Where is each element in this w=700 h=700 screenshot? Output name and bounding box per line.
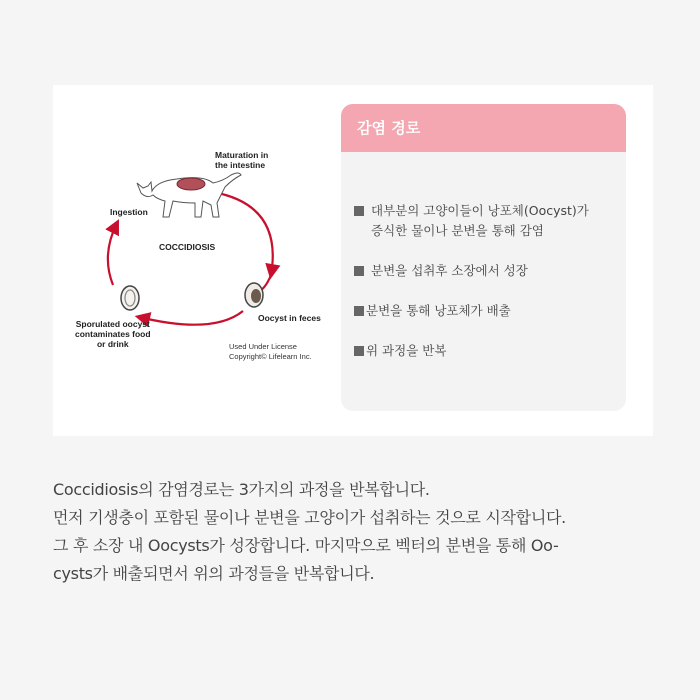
arrow-feces-to-sporulated	[139, 311, 243, 325]
label-sporulated: Sporulated oocyst contaminates food or drink	[75, 319, 151, 349]
label-oocyst-feces: Oocyst in feces	[258, 313, 321, 323]
infection-route-list	[354, 201, 618, 381]
square-bullet-icon	[354, 206, 364, 216]
label-ingestion: Ingestion	[110, 207, 148, 217]
oocyst-feces-illustration	[245, 283, 263, 307]
content-card	[53, 85, 653, 436]
list-item	[354, 261, 618, 281]
description-line: Coccidiosis의 감염경로는 3가지의 과정을 반복합니다.	[53, 480, 430, 499]
label-coccidiosis: COCCIDIOSIS	[159, 242, 216, 252]
list-item	[354, 301, 618, 321]
cycle-arrows	[53, 85, 343, 436]
square-bullet-icon	[354, 346, 364, 356]
list-item-text: 분변을 통해 낭포체가 배출	[366, 303, 511, 318]
list-item-text: 분변을 섭취후 소장에서 성장	[371, 263, 528, 278]
list-item-text: 대부분의 고양이들이 낭포체(Oocyst)가	[371, 203, 589, 218]
label-credit: Used Under License Copyright© Lifelearn Inc.	[229, 342, 312, 361]
description-paragraph	[53, 476, 663, 588]
list-item-text: 증식한 물이나 분변을 통해 감염	[371, 223, 544, 238]
list-item-text: 위 과정을 반복	[366, 343, 447, 358]
label-maturation: Maturation in the intestine	[215, 150, 269, 170]
description-line: 먼저 기생충이 포함된 물이나 분변을 고양이가 섭취하는 것으로 시작합니다.	[53, 508, 566, 527]
panel-title: 감염 경로	[341, 104, 626, 152]
list-item	[354, 201, 618, 241]
square-bullet-icon	[354, 266, 364, 276]
description-line: cysts가 배출되면서 위의 과정들을 반복합니다.	[53, 564, 375, 583]
description-line: 그 후 소장 내 Oocysts가 성장합니다. 마지막으로 벡터의 분변을 통해 Oo-	[53, 536, 559, 555]
infection-route-panel	[341, 104, 626, 411]
sporulated-oocyst-illustration	[121, 286, 139, 310]
square-bullet-icon	[354, 306, 364, 316]
arrow-ingestion-to-maturation	[213, 192, 273, 275]
arrow-sporulated-to-ingestion	[108, 223, 117, 285]
coccidiosis-cycle-diagram	[53, 85, 343, 436]
list-item	[354, 341, 618, 361]
